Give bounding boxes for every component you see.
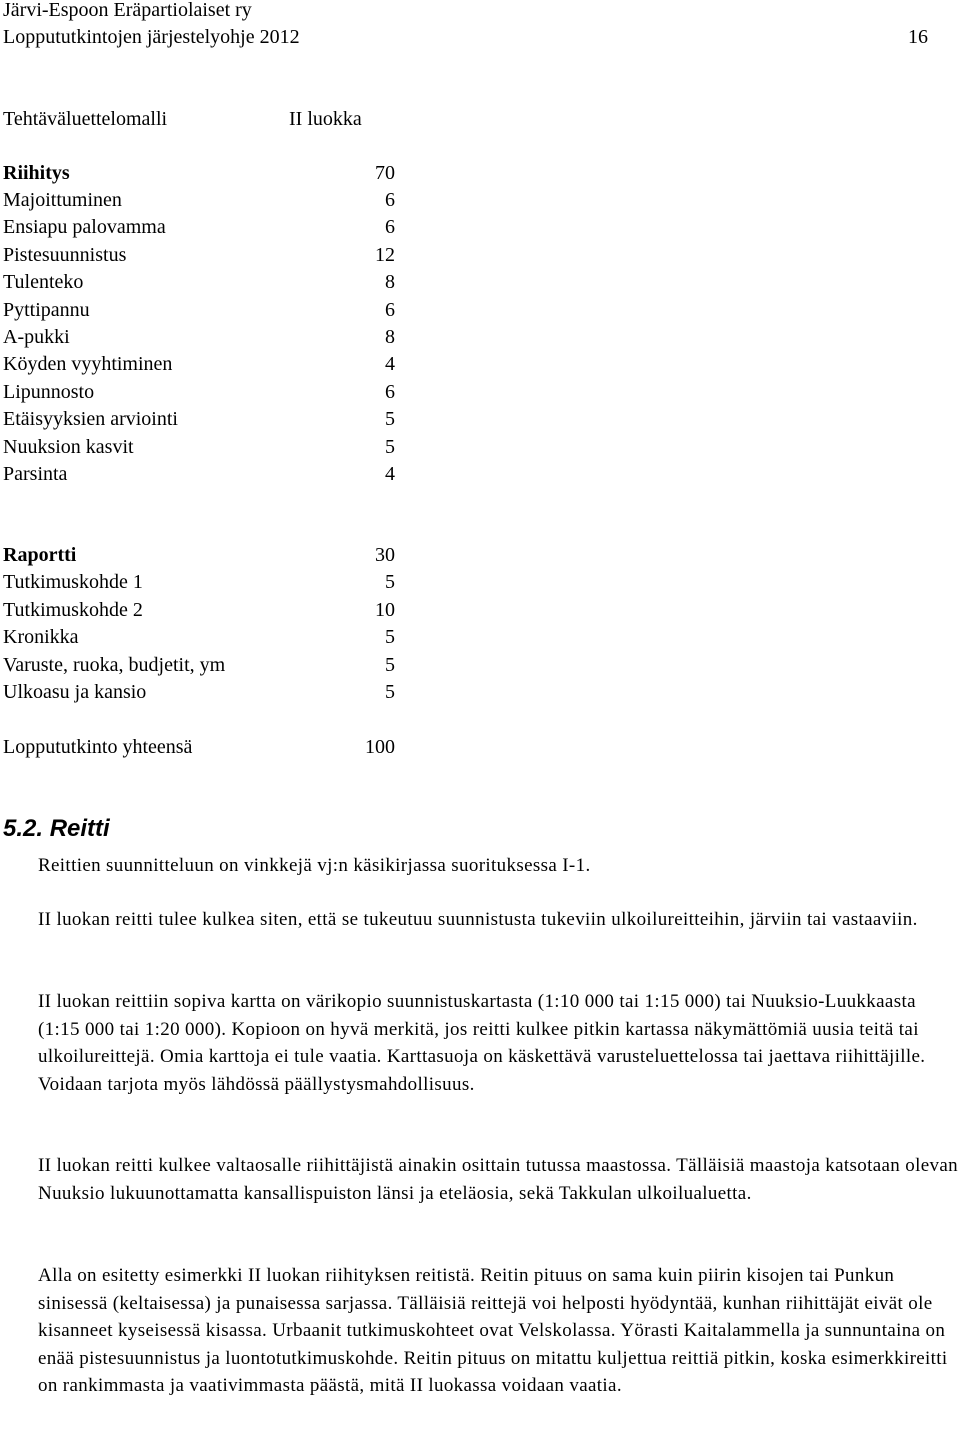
table-row xyxy=(3,652,395,679)
item-label: Majoittuminen xyxy=(3,189,122,211)
table-row xyxy=(3,379,395,406)
item-label: Tulenteko xyxy=(3,271,84,293)
grand-total-value: 100 xyxy=(365,736,395,758)
item-label: Ulkoasu ja kansio xyxy=(3,681,147,703)
organization-name: Järvi-Espoon Eräpartiolaiset ry xyxy=(3,0,252,21)
item-value: 5 xyxy=(385,571,395,593)
grand-total-row xyxy=(3,734,395,761)
paragraph: II luokan reitti kulkee valtaosalle riihittäjistä ainakin osittain tutussa maastossa. Tälläisiä maastoja katsotaan olevan Nuuksio lukuunottamatta kansallispuiston länsi ja eteläosia, sekä Takkulan ulkoilualuetta. xyxy=(38,1155,958,1204)
table-title: Tehtäväluettelomalli xyxy=(3,108,168,130)
item-label: Parsinta xyxy=(3,463,68,485)
item-value: 4 xyxy=(385,353,395,375)
item-value: 6 xyxy=(385,189,395,211)
table-row xyxy=(3,351,395,378)
item-label: Ensiapu palovamma xyxy=(3,216,166,238)
item-label: Tutkimuskohde 1 xyxy=(3,571,143,593)
item-label: Lipunnosto xyxy=(3,381,95,403)
table-row xyxy=(3,214,395,241)
page-number: 16 xyxy=(908,26,928,48)
table-row xyxy=(3,434,395,461)
group-total: 30 xyxy=(375,544,395,566)
table-row xyxy=(3,324,395,351)
item-label: Varuste, ruoka, budjetit, ym xyxy=(3,654,226,676)
table-row xyxy=(3,679,395,706)
item-value: 6 xyxy=(385,216,395,238)
table-row xyxy=(3,187,395,214)
item-label: Kronikka xyxy=(3,626,79,648)
item-label: A-pukki xyxy=(3,326,70,348)
group-name: Raportti xyxy=(3,544,77,566)
table-row xyxy=(3,461,395,488)
item-value: 5 xyxy=(385,654,395,676)
table-row xyxy=(3,597,395,624)
item-value: 8 xyxy=(385,326,395,348)
group-header-row xyxy=(3,160,395,187)
document-title: Loppututkintojen järjestelyohje 2012 xyxy=(3,26,300,48)
item-label: Etäisyyksien arviointi xyxy=(3,408,178,430)
item-label: Pistesuunnistus xyxy=(3,244,127,266)
item-value: 4 xyxy=(385,463,395,485)
group-name: Riihitys xyxy=(3,162,70,184)
table-row xyxy=(3,242,395,269)
paragraph: Reittien suunnitteluun on vinkkejä vj:n käsikirjassa suorituksessa I-1. xyxy=(38,855,591,876)
item-value: 5 xyxy=(385,436,395,458)
table-row xyxy=(3,297,395,324)
group-header-row xyxy=(3,542,395,569)
item-value: 5 xyxy=(385,408,395,430)
item-label: Tutkimuskohde 2 xyxy=(3,599,143,621)
item-value: 6 xyxy=(385,381,395,403)
section-heading: 5.2. Reitti xyxy=(3,815,110,842)
column-header: II luokka xyxy=(289,108,362,130)
group-total: 70 xyxy=(375,162,395,184)
paragraph: II luokan reitti tulee kulkea siten, että se tukeutuu suunnistusta tukeviin ulkoilureitteihin, järviin tai vastaaviin. xyxy=(38,909,918,930)
table-row xyxy=(3,406,395,433)
item-value: 5 xyxy=(385,681,395,703)
table-row xyxy=(3,624,395,651)
table-row xyxy=(3,569,395,596)
item-value: 10 xyxy=(375,599,395,621)
item-label: Nuuksion kasvit xyxy=(3,436,134,458)
item-label: Pyttipannu xyxy=(3,299,90,321)
paragraph: Alla on esitetty esimerkki II luokan riihityksen reitistä. Reitin pituus on sama kuin piirin kisojen tai Punkun sinisessä (keltaisessa) ja punaisessa sarjassa. Tälläisiä reittejä voi helposti hyödyntää, kunhan riihittäjät eivät ole kisanneet kyseisessä kisassa. Urbaanit tutkimuskohteet ovat Velskolassa. Yörasti Kaitalammella ja sunnuntaina on enää pistesuunnistus ja luontotutkimuskohde. Reitin pituus on mitattu kuljettua reittiä pitkin, koska esimerkkireitti on rankimmasta ja vaativimmasta päästä, mitä II luokassa voidaan vaatia. xyxy=(38,1265,948,1396)
item-value: 12 xyxy=(375,244,395,266)
item-value: 5 xyxy=(385,626,395,648)
item-value: 6 xyxy=(385,299,395,321)
item-value: 8 xyxy=(385,271,395,293)
table-row xyxy=(3,269,395,296)
grand-total-label: Loppututkinto yhteensä xyxy=(3,736,193,758)
paragraph: II luokan reittiin sopiva kartta on värikopio suunnistuskartasta (1:10 000 tai 1:15 000) tai Nuuksio-Luukkaasta (1:15 000 tai 1:20 000). Kopioon on hyvä merkitä, jos reitti kulkee pitkin kartassa näkymättömiä uusia teitä tai ulkoilureittejä. Omia karttoja ei tule vaatia. Karttasuoja on käskettävä varusteluettelossa tai jaettava riihittäjille. Voidaan tarjota myös lähdössä päällystysmahdollisuus. xyxy=(38,991,926,1095)
item-label: Köyden vyyhtiminen xyxy=(3,353,173,375)
